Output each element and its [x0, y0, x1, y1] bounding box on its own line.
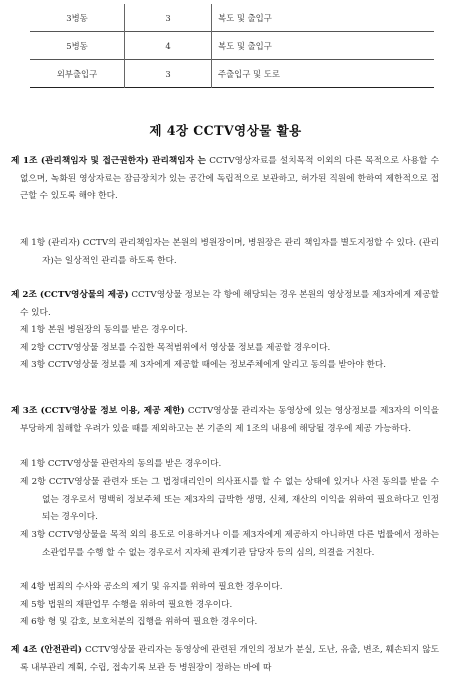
article-2-heading: 제 2조 (CCTV영상물의 제공)	[11, 290, 129, 300]
article-2	[11, 287, 439, 322]
article-1-text: CCTV영상자료를 설치목적 이외의 다른 목적으로 사용할 수 없으며, 녹화된 영상자료는 잠금장치가 있는 공간에 독립적으로 보관하고, 허가된 직원에 한하여 제한적으로 접근할 수 있도록 해야 한다.	[20, 156, 439, 202]
article-3-heading: 제 3조 (CCTV영상물 정보 이용, 제공 제한)	[11, 406, 185, 416]
article-1-item-1: 제 1항 (관리자) CCTV의 관리책임자는 본원의 병원장이며, 병원장은 관리 책임자를 별도지정할 수 있다. (관리자)는 일상적인 관리를 하도록 한다.	[20, 238, 439, 266]
camera-count-cell: 4	[125, 32, 212, 60]
article-1	[11, 153, 439, 206]
article-3-item-3: 제 3항 CCTV영상물을 목적 외의 용도로 이용하거나 이를 제3자에게 제공하지 아니하면 다른 법률에서 정하는 소관업무를 수행 할 수 없는 경우로서 지자체 관계기관 담당자 등의 심의, 의결을 거친다.	[20, 530, 439, 558]
table-row	[30, 32, 434, 60]
article-1-heading: 제 1조 (관리책임자 및 접근권한자) 관리책임자 는	[11, 156, 206, 166]
table-row	[30, 4, 434, 32]
article-3	[11, 403, 439, 438]
article-2-item-3: 제 3항 CCTV영상물 정보를 제 3자에게 제공할 때에는 정보주체에게 알리고 동의를 받아야 한다.	[20, 360, 387, 370]
table-row	[30, 60, 434, 88]
article-4	[11, 642, 439, 677]
article-3-item-2: 제 2항 CCTV영상물 관련자 또는 그 법정대리인이 의사표시를 할 수 없는 상태에 있거나 사전 동의를 받을 수 없는 경우로서 명백히 정보주체 또는 제3자의 급박한 생명, 신체, 재산의 이익을 위하여 필요하다고 인정되는 경우이다.	[20, 477, 439, 523]
ward-name-cell: 3병동	[66, 12, 88, 23]
article-3-item-5: 제 5항 법원의 재판업무 수행을 위하여 필요한 경우이다.	[20, 600, 233, 610]
article-3-item-4: 제 4항 범죄의 수사와 공소의 제기 및 유지를 위하여 필요한 경우이다.	[20, 582, 283, 592]
cctv-location-table	[30, 4, 434, 88]
ward-name-cell: 외부출입구	[56, 68, 98, 79]
install-place-cell: 주출입구 및 도로	[218, 68, 280, 79]
article-3-item-1: 제 1항 CCTV영상물 관련자의 동의를 받은 경우이다.	[20, 459, 222, 469]
article-4-heading: 제 4조 (안전관리)	[11, 645, 83, 655]
chapter-title: 제 4장 CCTV영상물 활용	[149, 123, 302, 138]
install-place-cell: 복도 및 출입구	[218, 12, 272, 23]
install-place-cell: 복도 및 출입구	[218, 40, 272, 51]
article-3-item-6: 제 6항 형 및 감호, 보호처분의 집행을 위하여 필요한 경우이다.	[20, 617, 258, 627]
article-3-text: CCTV영상물 관리자는 동영상에 있는 영상정보를 제3자의 이익을 부당하게 침해할 우려가 있을 때를 제외하고는 본 기준의 제 1조의 내용에 해당될 경우에 제공 가능하다.	[20, 406, 439, 434]
article-4-text: CCTV영상물 관리자는 동영상에 관련된 개인의 정보가 분실, 도난, 유출, 변조, 훼손되지 않도록 내부관리 계획, 수립, 접속기록 보관 등 병원장이 정하는 바에 따	[20, 645, 439, 673]
ward-name-cell: 5병동	[66, 40, 88, 51]
article-2-item-1: 제 1항 본원 병원장의 동의를 받은 경우이다.	[20, 325, 188, 335]
article-2-text: CCTV영상물 정보는 각 항에 해당되는 경우 본원의 영상정보를 제3자에게 제공할 수 있다.	[20, 290, 439, 318]
article-2-item-2: 제 2항 CCTV영상물 정보를 수집한 목적범위에서 영상물 정보를 제공할 경우이다.	[20, 343, 331, 353]
camera-count-cell: 3	[125, 4, 212, 32]
camera-count-cell: 3	[125, 60, 212, 88]
